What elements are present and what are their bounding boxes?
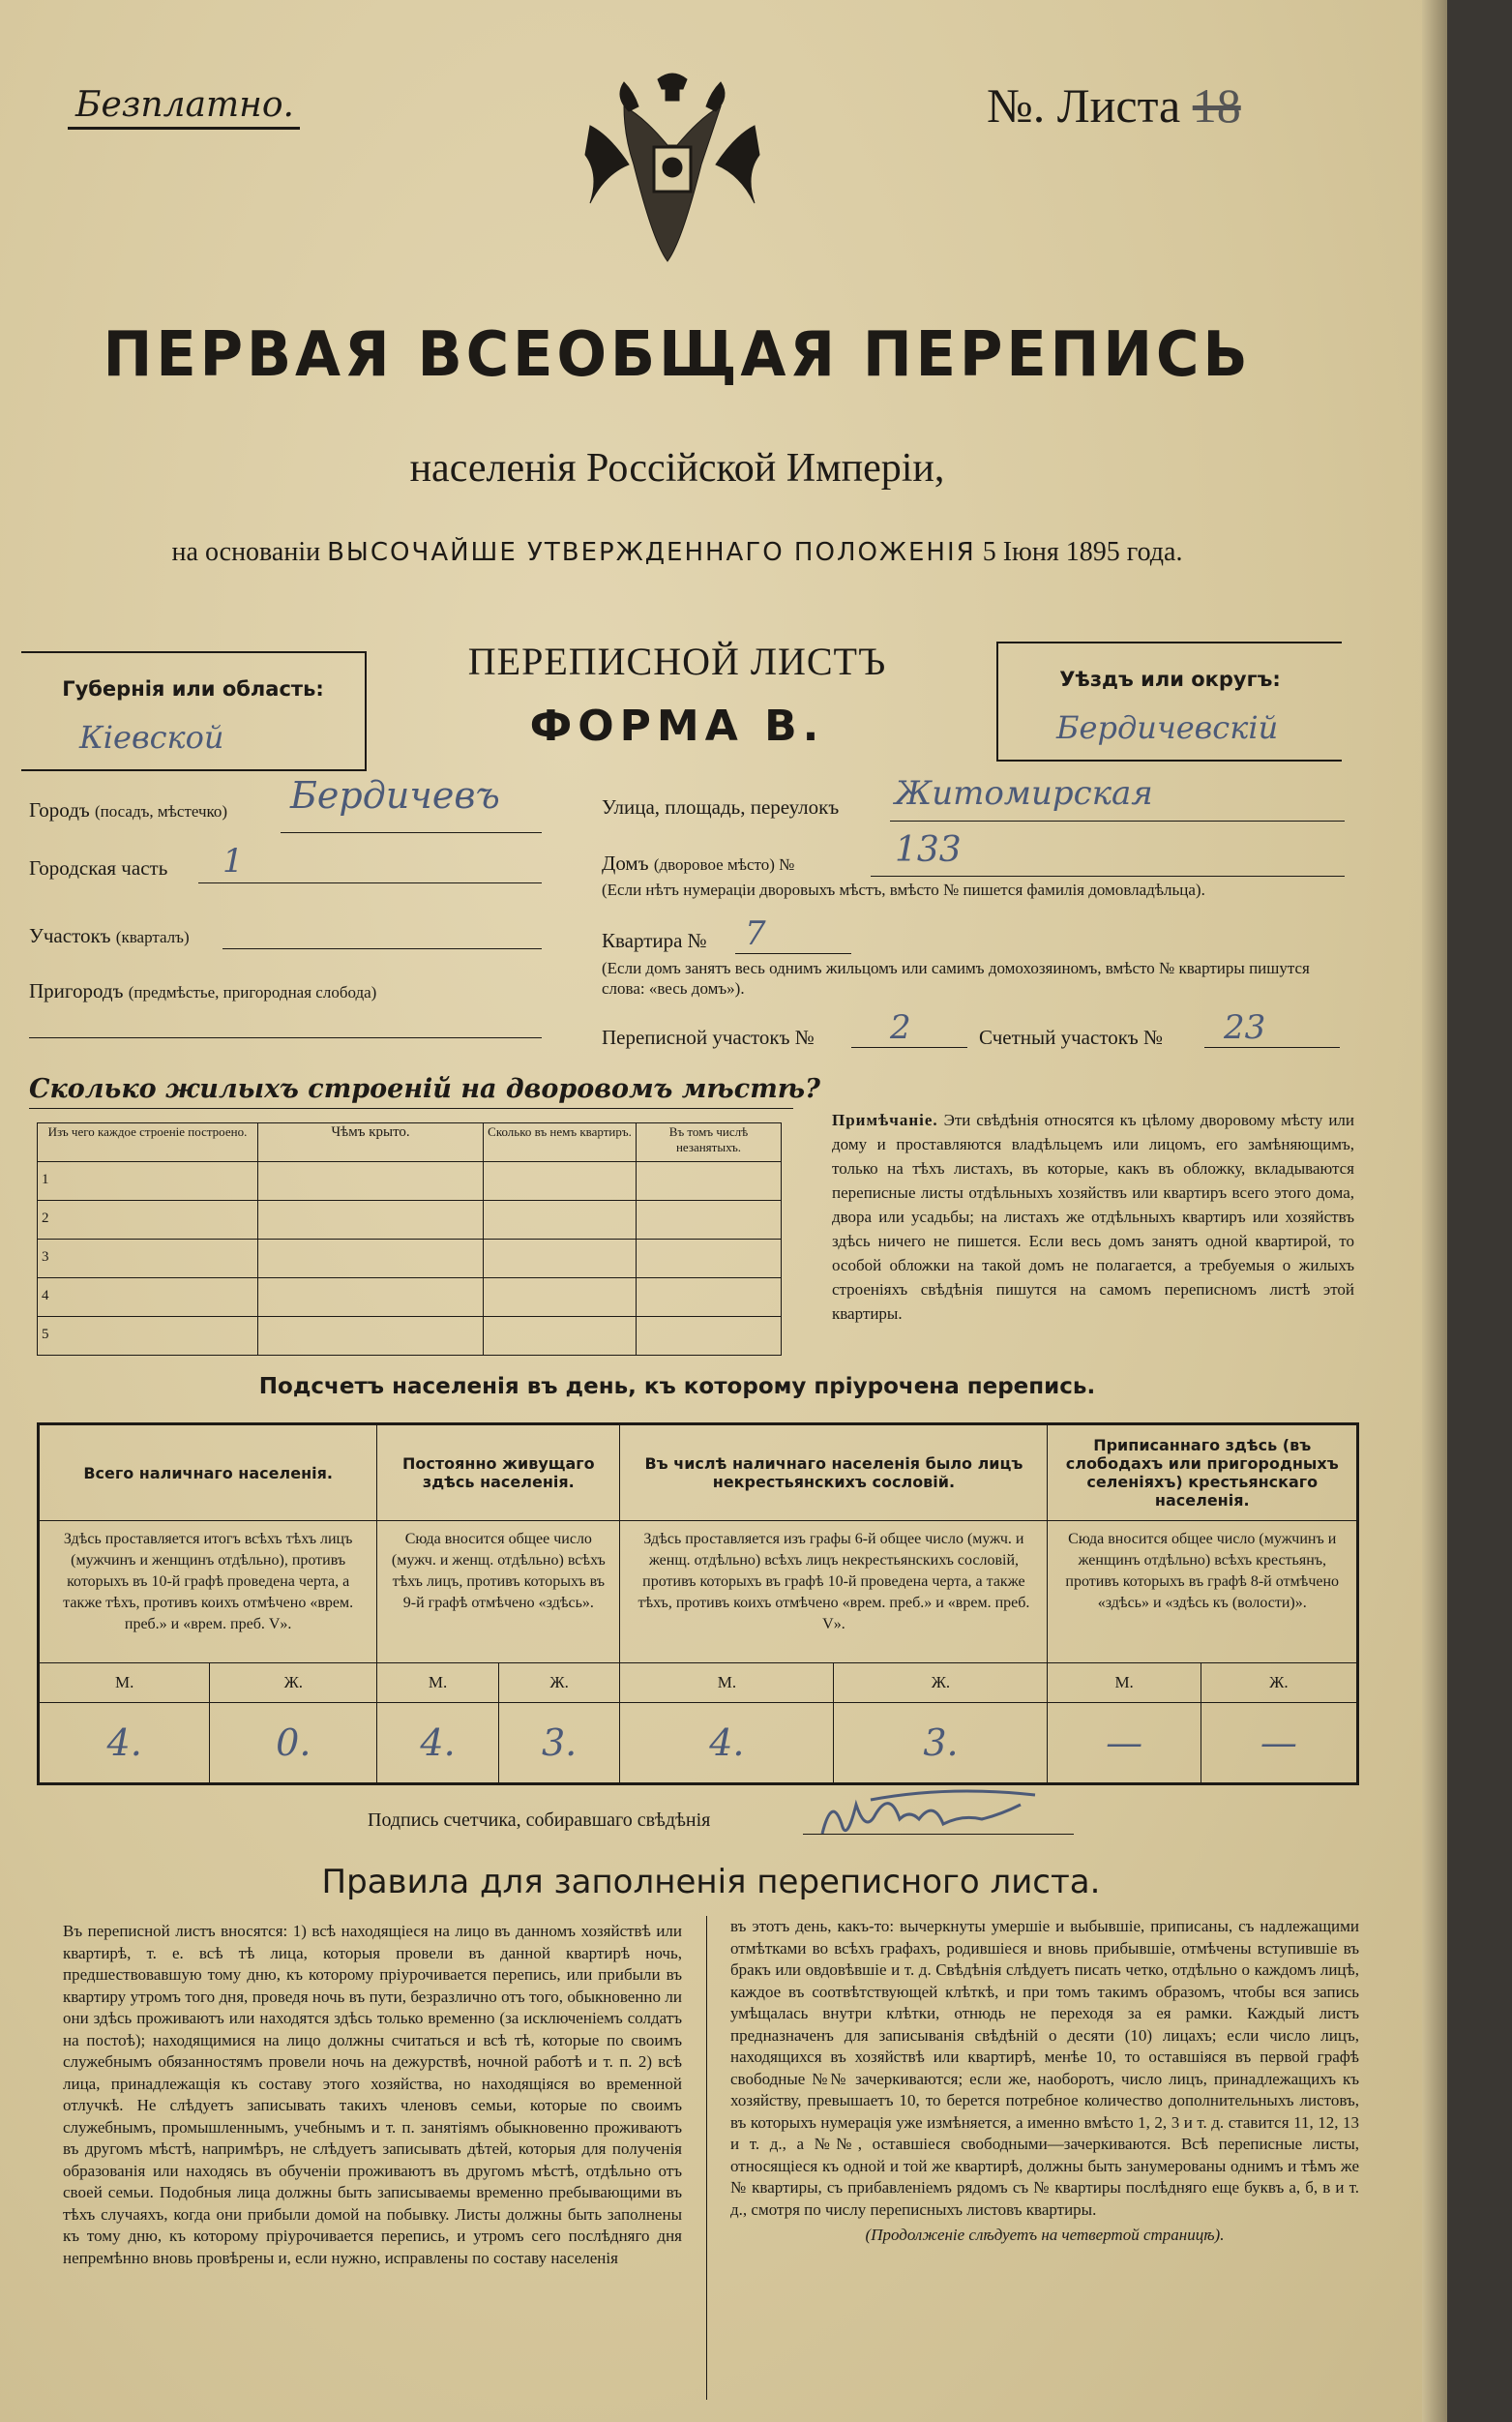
population-heading: Подсчетъ населенія въ день, къ которому пріурочена перепись. (258, 1374, 1096, 1399)
gorod-underline (281, 832, 542, 833)
female-label: Ж. (834, 1663, 1048, 1703)
uezd-label: Уѣздъ или округъ: (1059, 668, 1281, 691)
free-label: Безплатно. (68, 85, 300, 130)
gorod-hint: (посадъ, мѣстечко) (94, 802, 228, 821)
basis-prefix: на основаніи (171, 537, 321, 567)
census-basis (0, 537, 1354, 568)
group-desc: Здѣсь проставляется итогъ всѣхъ тѣхъ лицъ (мужчинъ и женщинъ отдѣльно), противъ которыхъ въ 10-й графѣ проведена черта, а также тѣхъ, противъ коихъ отмѣчено «врем. преб.» и «врем. преб. V». (39, 1521, 377, 1663)
group-title: Приписаннаго здѣсь (въ слободахъ или пригородныхъ селеніяхъ) крестьянскаго населенія. (1048, 1424, 1358, 1521)
signature-underline (803, 1834, 1074, 1835)
male-value: 4. (620, 1703, 834, 1784)
female-value: 3. (834, 1703, 1048, 1784)
form-title: ПЕРЕПИСНОЙ ЛИСТЪ (467, 640, 887, 683)
sheet-number-value: 18 (1192, 78, 1241, 133)
rules-right-text: въ этотъ день, какъ-то: вычеркнуты умершіе и выбывшіе, приписаны, съ надлежащими отмѣтками во всѣхъ графахъ, родившіеся и вновь прибывшіе, отмѣчены вступившіе въ бракъ или овдовѣвшіе и т. д. Свѣдѣнія слѣдуетъ писать четко, отдѣльно о каждомъ лицѣ, каждое въ соотвѣтствующей клѣткѣ, и при томъ такимъ образомъ, чтобы вся запись умѣщалась внутри клѣтки, отнюдь не переходя за ея рамки. Каждый листъ предназначенъ для записыванія свѣдѣній о десяти (10) лицахъ; если число лицъ, находящихся въ хозяйствѣ или квартирѣ, менѣе 10, то оставшіяся въ первой графѣ свободные №№ зачеркиваются; если же, наоборотъ, число лицъ, принадлежащихъ къ хозяйству, превышаетъ 10, то берется потребное количество дополнительныхъ листовъ, въ которыхъ нумерація уже измѣняется, а именно вмѣсто 1, 2, 3 и т. д. ставится 11, 12, 13 и т. д., а №№, оставшіеся свободными—зачеркиваются. Всѣ переписные листы, относящіеся къ одной и той же квартирѣ, должны быть занумерованы однимъ и тѣмъ же № квартиры, съ прибавленіемъ рядомъ съ № квартиры послѣдняго еще буквъ а, б, в и т. д., смотря по числу переписныхъ листовъ квартиры. (730, 1917, 1359, 2219)
buildings-header-row (38, 1123, 782, 1162)
schet-uchastok-value: 23 (1224, 1008, 1266, 1047)
perep-uchastok-underline (851, 1047, 967, 1048)
row-number: 5 (38, 1317, 258, 1356)
population-values-row (39, 1703, 1358, 1784)
group-desc: Сюда вносится общее число (мужч. и женщ. отдѣльно) всѣхъ тѣхъ лицъ, противъ которыхъ въ 9-й графѣ отмѣчено «здѣсь». (377, 1521, 620, 1663)
ulitsa-label: Улица, площадь, переулокъ (602, 795, 840, 819)
rules-left-column: Въ переписной листъ вносятся: 1) всѣ находящіеся на лицо въ данномъ хозяйствѣ или квартирѣ, т. е. всѣ тѣ лица, которыя провели въ данной квартирѣ ночь, предшествовавшую тому дню, къ которому пріурочивается перепись, или прибыли въ квартиру утромъ того дня, проведя ночь въ пути, безразлично отъ того, обыкновенно ли они здѣсь проживаютъ или находятся здѣсь только временно (за исключеніемъ солдатъ на постоѣ); находящимися на лицо должны считаться и всѣ тѣ, которые по своимъ служебнымъ обязанностямъ провели ночь на дежурствѣ, ночной работѣ и т. п. 2) всѣ лица, принадлежащія къ составу этого хозяйства, но находящіяся во временной отлучкѣ. Не слѣдуетъ записывать такихъ членовъ семьи, которые по своимъ служебнымъ, промышленнымъ, учебнымъ и т. п. занятіямъ обыкновенно проживаютъ въ другомъ мѣстѣ, напримѣръ, не слѣдуетъ записывать дѣтей, которыя для полученія образованія или находясь въ обученіи проживаютъ въ другомъ мѣстѣ, отдѣльно отъ своей семьи. Подобныя лица должны быть записываемы временно пребывающими въ тѣхъ случаяхъ, когда они прибыли домой на побывку. Листы должны быть заполнены къ тому дню, къ которому пріурочивается перепись, и утромъ сего послѣдняго дня непремѣнно вновь провѣрены и, если нужно, исправлены по составу населенія (63, 1922, 682, 2267)
gorod-value: Бердичевъ (290, 774, 500, 817)
uchastok-field (29, 924, 190, 948)
enumerator-signature (813, 1780, 1064, 1858)
female-label: Ж. (498, 1663, 620, 1703)
group-title: Всего наличнаго населенія. (39, 1424, 377, 1521)
group-title: Въ числѣ наличнаго населенія было лицъ некрестьянскихъ сословій. (620, 1424, 1048, 1521)
population-title-row (39, 1424, 1358, 1521)
col-apartments: Сколько въ немъ квартиръ. (484, 1123, 637, 1162)
schet-uchastok-label: Счетный участокъ № (979, 1026, 1164, 1049)
dom-label: Домъ (602, 852, 649, 875)
sheet-number-label: №. Листа (987, 78, 1181, 133)
signature-label: Подпись счетчика, собиравшаго свѣдѣнія (368, 1809, 711, 1831)
prigorod-underline (29, 1037, 542, 1038)
gubernia-label: Губернія или область: (62, 677, 324, 701)
male-value: — (1048, 1703, 1201, 1784)
col-roof: Чѣмъ крыто. (258, 1123, 484, 1162)
col-material: Изъ чего каждое строеніе построено. (38, 1123, 258, 1162)
table-row (38, 1162, 782, 1201)
kvartira-underline (735, 953, 851, 954)
table-row (38, 1240, 782, 1278)
group-desc: Здѣсь проставляется изъ графы 6-й общее число (мужч. и женщ. отдѣльно) всѣхъ лицъ некрестьянскихъ сословій, противъ которыхъ въ графѣ 10-й проведена черта, а также тѣхъ, противъ коихъ отмѣчено «врем. преб.» и «врем. преб. V». (620, 1521, 1048, 1663)
gorod-field (29, 798, 227, 822)
chast-value: 1 (222, 842, 244, 881)
group-title: Постоянно живущаго здѣсь населенія. (377, 1424, 620, 1521)
buildings-table (37, 1122, 782, 1356)
table-row (38, 1278, 782, 1317)
rules-right-column (730, 1916, 1359, 2247)
ulitsa-value: Житомирская (895, 774, 1153, 813)
population-mz-row (39, 1663, 1358, 1703)
gorod-label: Городъ (29, 798, 90, 822)
row-number: 4 (38, 1278, 258, 1317)
female-value: 0. (210, 1703, 377, 1784)
perep-uchastok-label: Переписной участокъ № (602, 1026, 815, 1049)
table-row (38, 1201, 782, 1240)
sheet-number (987, 77, 1241, 134)
row-number: 3 (38, 1240, 258, 1278)
imperial-eagle-emblem-icon (571, 68, 774, 271)
male-label: М. (377, 1663, 499, 1703)
buildings-heading: Сколько жилыхъ строеній на дворовомъ мѣстѣ? (29, 1074, 820, 1104)
dom-hint: (дворовое мѣсто) № (653, 855, 795, 874)
page-edge (1422, 0, 1512, 2422)
buildings-heading-underline (29, 1108, 793, 1109)
rules-heading: Правила для заполненія переписного листа. (321, 1863, 1101, 1901)
census-subtitle: населенія Россійской Имперіи, (409, 446, 945, 491)
prigorod-label: Пригородъ (29, 979, 124, 1002)
schet-uchastok-underline (1204, 1047, 1340, 1048)
row-number: 1 (38, 1162, 258, 1201)
dom-value: 133 (895, 830, 962, 870)
chast-underline (198, 882, 542, 883)
kvartira-label: Квартира № (602, 929, 707, 952)
col-vacant: Въ томъ числѣ незанятыхъ. (637, 1123, 782, 1162)
gubernia-value: Кіевской (79, 719, 224, 756)
dom-underline (871, 876, 1345, 877)
male-label: М. (1048, 1663, 1201, 1703)
population-desc-row (39, 1521, 1358, 1663)
rules-divider (706, 1916, 707, 2400)
uezd-box (996, 642, 1342, 762)
female-label: Ж. (1201, 1663, 1357, 1703)
perep-uchastok-value: 2 (890, 1008, 911, 1047)
male-label: М. (39, 1663, 210, 1703)
uchastok-underline (222, 948, 542, 949)
kvartira-note: (Если домъ занятъ весь однимъ жильцомъ или самимъ домохозяиномъ, вмѣсто № квартиры пишутся слова: «весь домъ»). (602, 959, 1310, 998)
female-label: Ж. (210, 1663, 377, 1703)
table-row (38, 1317, 782, 1356)
rules-continued: (Продолженіе слѣдуетъ на четвертой страницѣ). (865, 2226, 1225, 2244)
male-value: 4. (39, 1703, 210, 1784)
uezd-value: Бердичевскій (1056, 709, 1279, 746)
group-desc: Сюда вносится общее число (мужчинъ и женщинъ отдѣльно) всѣхъ крестьянъ, противъ которыхъ въ графѣ 8-й отмѣчено «здѣсь» и «здѣсь къ (волости)». (1048, 1521, 1358, 1663)
population-table (37, 1422, 1359, 1785)
uchastok-label: Участокъ (29, 924, 111, 947)
male-value: 4. (377, 1703, 499, 1784)
dom-field (602, 852, 794, 876)
note-label: Примѣчаніе. (832, 1111, 938, 1129)
ulitsa-underline (890, 821, 1345, 822)
uchastok-hint: (кварталъ) (115, 928, 190, 946)
kvartira-value: 7 (745, 914, 766, 953)
dom-note: (Если нѣтъ нумераціи дворовыхъ мѣстъ, вмѣсто № пишется фамилія домовладѣльца). (602, 881, 1205, 899)
note-block (832, 1108, 1354, 1326)
gubernia-box (21, 651, 367, 771)
prigorod-hint: (предмѣстье, пригородная слобода) (128, 983, 377, 1002)
row-number: 2 (38, 1201, 258, 1240)
female-value: — (1201, 1703, 1357, 1784)
basis-suffix: 5 Іюня 1895 года. (982, 537, 1183, 567)
census-title: ПЕРВАЯ ВСЕОБЩАЯ ПЕРЕПИСЬ (103, 319, 1252, 391)
male-label: М. (620, 1663, 834, 1703)
note-text: Эти свѣдѣнія относятся къ цѣлому дворовому мѣсту или дому и проставляются владѣльцемъ или лицомъ, его замѣняющимъ, только на тѣхъ листахъ, въ которые, какъ въ обложку, вкладываются переписные листы отдѣльныхъ хозяйствъ или квартиръ всего этого дома, двора или усадьбы; на листахъ же отдѣльныхъ квартиръ или хозяйствъ здѣсь ничего не пишется. Если весь домъ занятъ одной квартирой, то особой обложки на такой домъ не полагается, а требуемыя о жилыхъ строеніяхъ свѣдѣнія пишутся на самомъ переписномъ листѣ этой квартиры. (832, 1111, 1354, 1323)
female-value: 3. (498, 1703, 620, 1784)
chast-field: Городская часть (29, 856, 168, 880)
basis-caps: ВЫСОЧАЙШЕ УТВЕРЖДЕННАГО ПОЛОЖЕНІЯ (327, 538, 976, 567)
page-fold (1422, 0, 1447, 2422)
prigorod-field (29, 979, 376, 1003)
form-name: ФОРМА В. (529, 702, 825, 751)
